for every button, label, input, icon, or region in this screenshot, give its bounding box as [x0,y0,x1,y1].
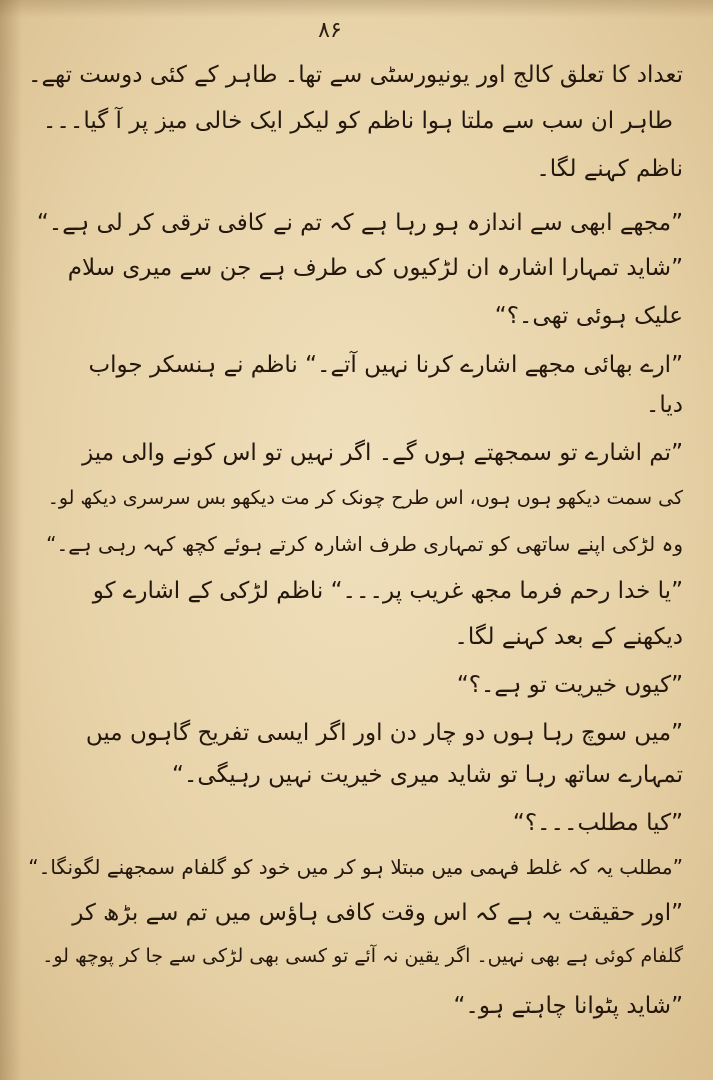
text-line: ”یا خدا رحم فرما مجھ غریب پر۔۔۔“ ناظم لڑکی کے اشارے کو [92,578,683,604]
text-line: ”کیوں خیریت تو ہے۔؟“ [456,672,683,698]
text-line: تعداد کا تعلق کالج اور یونیورسٹی سے تھا۔ طاہر کے کئی دوست تھے۔ [28,62,683,88]
text-line: ”شاید پٹوانا چاہتے ہو۔“ [453,993,683,1019]
text-line: تمہارے ساتھ رہا تو شاید میری خیریت نہیں رہیگی۔“ [172,762,683,788]
page-binding-shadow [0,0,22,1080]
text-line: دیا۔ [645,392,683,418]
text-line: گلفام کوئی ہے بھی نہیں۔ اگر یقین نہ آئے تو کسی بھی لڑکی سے جا کر پوچھ لو۔ [42,945,683,967]
text-line: ”اور حقیقت یہ ہے کہ اس وقت کافی ہاؤس میں تم سے بڑھ کر [72,900,683,926]
text-line: طاہر ان سب سے ملتا ہوا ناظم کو لیکر ایک خالی میز پر آ گیا۔۔۔ [42,108,673,134]
text-line: ”شاید تمہارا اشارہ ان لڑکیوں کی طرف ہے جن سے میری سلام [67,255,683,281]
text-line: وہ لڑکی اپنے ساتھی کو تمہاری طرف اشارہ کرتے ہوئے کچھ کہہ رہی ہے۔“ [46,532,683,556]
text-line: دیکھنے کے بعد کہنے لگا۔ [454,624,683,650]
text-line: ”تم اشارے تو سمجھتے ہوں گے۔ اگر نہیں تو اس کونے والی میز [82,440,683,466]
text-line: ”مجھے ابھی سے اندازہ ہو رہا ہے کہ تم نے کافی ترقی کر لی ہے۔“ [36,210,683,236]
page-top-shadow [0,0,713,18]
text-line: ”مطلب یہ کہ غلط فہمی میں مبتلا ہو کر میں خود کو گلفام سمجھنے لگونگا۔“ [28,855,683,879]
text-line: علیک ہوئی تھی۔؟“ [494,303,683,329]
text-line: ”ارے بھائی مجھے اشارے کرنا نہیں آتے۔“ ناظم نے ہنسکر جواب [88,352,683,378]
text-line: ”میں سوچ رہا ہوں دو چار دن اور اگر ایسی تفریح گاہوں میں [85,720,683,746]
page-number: ۸۶ [318,18,342,43]
text-line: ناظم کہنے لگا۔ [536,156,683,182]
text-line: کی سمت دیکھو ہوں ہوں، اس طرح چونک کر مت دیکھو بس سرسری دیکھ لو۔ [47,487,683,509]
text-line: ”کیا مطلب۔۔۔؟“ [512,810,683,836]
